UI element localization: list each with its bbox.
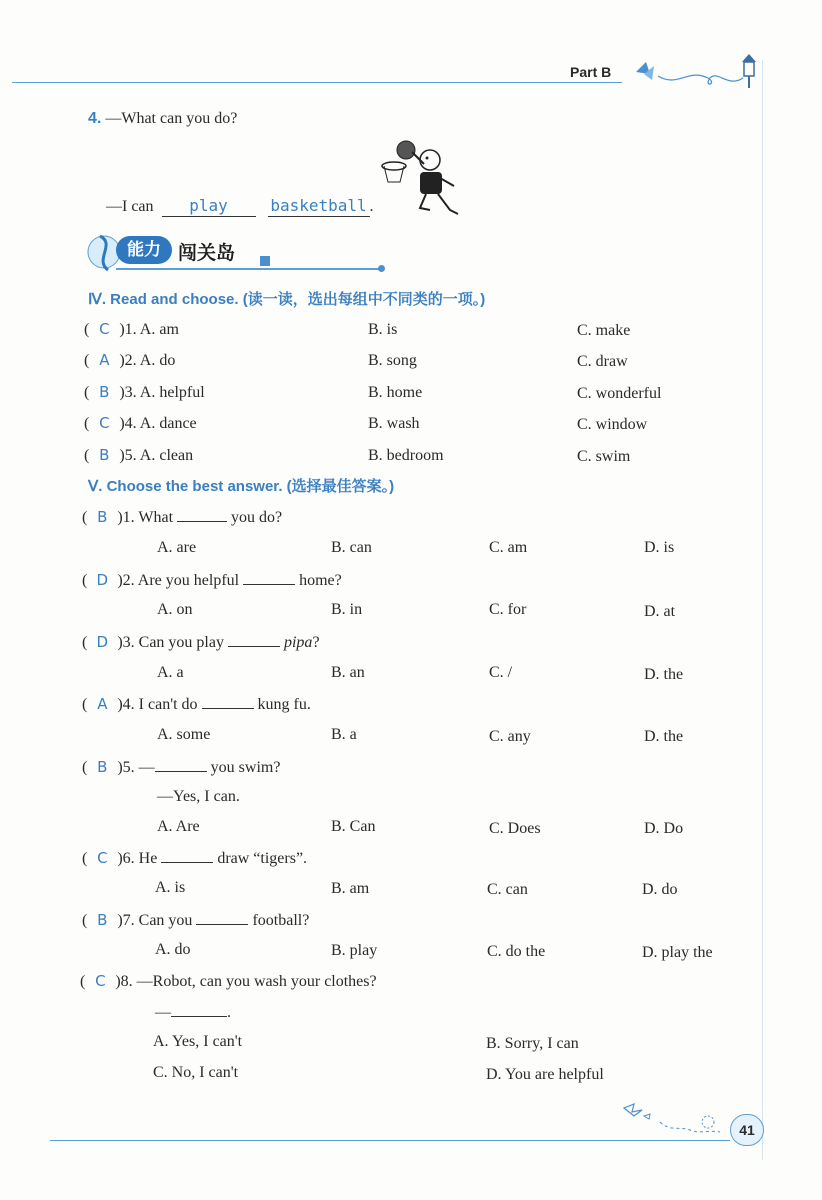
stem-pre: What bbox=[138, 509, 174, 526]
s5-q8-opt-b: B. Sorry, I can bbox=[486, 1035, 579, 1052]
s5-q3-opt-c: C. / bbox=[489, 664, 513, 681]
s5-q7-opt-c: C. do the bbox=[487, 943, 546, 960]
dialog-question-text: —What can you do? bbox=[105, 110, 238, 127]
dialog-question bbox=[88, 110, 237, 128]
s5-q1-stem: ( B )1. What you do? bbox=[82, 508, 283, 526]
dialog-answer bbox=[106, 196, 374, 217]
answer-mark: B bbox=[99, 383, 110, 401]
answer-mark: B bbox=[99, 446, 110, 464]
question-number: )5. bbox=[117, 759, 135, 776]
s5-q7-opt-d: D. play the bbox=[642, 944, 713, 961]
part-label: Part B bbox=[570, 64, 612, 80]
s5-q8-reply bbox=[155, 1002, 231, 1022]
s4-option-c: C. draw bbox=[577, 353, 628, 370]
s5-q3-stem: ( D )3. Can you play pipa? bbox=[82, 633, 320, 651]
answer-mark: B bbox=[97, 758, 108, 776]
handwritten-word-1: play bbox=[189, 196, 228, 215]
s4-option-c: C. swim bbox=[577, 448, 631, 465]
banner-underline bbox=[116, 268, 380, 270]
stem-post: draw “tigers”. bbox=[217, 850, 308, 867]
s4-option-b: B. bedroom bbox=[368, 447, 444, 464]
option-a: A. am bbox=[139, 321, 179, 338]
s4-item-stem: ( B )3. A. helpful bbox=[84, 383, 205, 401]
s5-q1-opt-b: B. can bbox=[331, 539, 372, 556]
ability-banner bbox=[86, 230, 386, 272]
s5-q4-opt-b: B. a bbox=[331, 726, 357, 743]
dialog-number: 4. bbox=[88, 110, 102, 127]
s5-q1-opt-c: C. am bbox=[489, 539, 528, 556]
answer-mark: C bbox=[99, 414, 110, 432]
question-number: )1. bbox=[117, 509, 135, 526]
s5-q3-opt-a: A. a bbox=[157, 664, 184, 681]
header-rule bbox=[12, 82, 622, 83]
answer-mark: B bbox=[97, 911, 108, 929]
stem-pre: Can you bbox=[138, 912, 193, 929]
answer-mark: A bbox=[97, 695, 108, 713]
s5-q2-opt-c: C. for bbox=[489, 601, 527, 618]
s5-q4-opt-d: D. the bbox=[644, 728, 684, 745]
question-number: )6. bbox=[117, 850, 135, 867]
stem-pre: Are you helpful bbox=[137, 572, 240, 589]
question-number: )1. bbox=[119, 321, 137, 338]
badge-char-2: 力 bbox=[144, 240, 161, 260]
reply-period: . bbox=[227, 1004, 231, 1021]
s4-option-b: B. is bbox=[368, 321, 398, 338]
stem-text: —Robot, can you wash your clothes? bbox=[136, 973, 377, 990]
answer-mark: D bbox=[96, 571, 109, 589]
s5-q2-opt-d: D. at bbox=[644, 603, 676, 620]
bird-trail-icon bbox=[620, 1096, 730, 1140]
stem-post: kung fu. bbox=[257, 696, 311, 713]
stem-post: home? bbox=[299, 572, 342, 589]
vertical-edge-line bbox=[762, 60, 763, 1160]
s4-option-c: C. make bbox=[577, 322, 631, 339]
stem-pre: He bbox=[138, 850, 158, 867]
question-number: )2. bbox=[117, 572, 135, 589]
s4-item-stem: ( B )5. A. clean bbox=[84, 446, 194, 464]
s5-q6-opt-b: B. am bbox=[331, 880, 370, 897]
s5-q6-opt-c: C. can bbox=[487, 881, 528, 898]
s5-q7-opt-b: B. play bbox=[331, 942, 378, 959]
stem-pre: Can you play bbox=[138, 634, 224, 651]
badge-char-1: 能 bbox=[127, 240, 144, 260]
page-number-badge bbox=[730, 1114, 764, 1146]
s4-item-stem: ( C )1. A. am bbox=[84, 320, 179, 338]
option-a: A. dance bbox=[139, 415, 197, 432]
s5-q1-opt-d: D. is bbox=[644, 539, 675, 556]
s5-q2-stem: ( D )2. Are you helpful home? bbox=[82, 571, 342, 589]
question-number: )2. bbox=[119, 352, 137, 369]
answer-mark: C bbox=[97, 849, 108, 867]
s5-q6-stem: ( C )6. He draw “tigers”. bbox=[82, 849, 308, 867]
answer-period: . bbox=[369, 198, 374, 215]
s5-q6-opt-d: D. do bbox=[642, 881, 678, 898]
answer-mark: A bbox=[99, 351, 110, 369]
question-number: )3. bbox=[117, 634, 135, 651]
basketball-player-icon bbox=[380, 138, 470, 220]
stem-pre: I can't do bbox=[138, 696, 198, 713]
option-a: A. helpful bbox=[139, 384, 205, 401]
answer-mark: D bbox=[96, 633, 109, 651]
page-number: 41 bbox=[739, 1122, 755, 1138]
s5-q1-opt-a: A. are bbox=[157, 539, 197, 556]
section5-title: Ⅴ. Choose the best answer. (选择最佳答案。) bbox=[88, 478, 395, 495]
s5-q5-reply: —Yes, I can. bbox=[157, 788, 240, 805]
option-a: A. do bbox=[139, 352, 176, 369]
s5-q4-stem: ( A )4. I can't do kung fu. bbox=[82, 695, 311, 713]
question-number: )4. bbox=[117, 696, 135, 713]
handwritten-word-2: basketball bbox=[270, 196, 367, 215]
s4-option-b: B. home bbox=[368, 384, 423, 401]
footer-rule bbox=[50, 1140, 730, 1141]
s4-option-b: B. song bbox=[368, 352, 417, 369]
s4-option-c: C. window bbox=[577, 416, 648, 433]
question-number: )8. bbox=[115, 973, 133, 990]
s4-item-stem: ( A )2. A. do bbox=[84, 351, 176, 369]
reply-dash: — bbox=[155, 1004, 171, 1021]
stem-post: you swim? bbox=[210, 759, 281, 776]
s4-option-c: C. wonderful bbox=[577, 385, 662, 402]
stem-pre: — bbox=[138, 759, 155, 776]
answer-mark: B bbox=[97, 508, 108, 526]
answer-mark: C bbox=[99, 320, 110, 338]
banner-square-icon bbox=[260, 256, 270, 266]
s5-q7-stem: ( B )7. Can you football? bbox=[82, 911, 310, 929]
stem-post: football? bbox=[252, 912, 310, 929]
s5-q8-opt-d: D. You are helpful bbox=[486, 1066, 604, 1083]
s5-q5-opt-c: C. Does bbox=[489, 820, 541, 837]
s5-q8-opt-c: C. No, I can't bbox=[153, 1064, 239, 1081]
question-number: )3. bbox=[119, 384, 137, 401]
stem-post-italic: pipa bbox=[283, 634, 313, 651]
s4-option-b: B. wash bbox=[368, 415, 420, 432]
s5-q3-opt-d: D. the bbox=[644, 666, 684, 683]
banner-dot bbox=[378, 265, 385, 272]
s5-q5-opt-a: A. Are bbox=[157, 818, 200, 835]
banner-badge bbox=[116, 236, 172, 264]
s5-q6-opt-a: A. is bbox=[155, 879, 186, 896]
s5-q4-opt-c: C. any bbox=[489, 728, 531, 745]
s5-q2-opt-a: A. on bbox=[157, 601, 193, 618]
answer-mark: C bbox=[95, 972, 106, 990]
answer-prefix: —I can bbox=[106, 198, 154, 215]
s5-q5-opt-b: B. Can bbox=[331, 818, 376, 835]
s5-q4-opt-a: A. some bbox=[157, 726, 211, 743]
stem-post-mark: ? bbox=[312, 634, 320, 651]
s4-item-stem: ( C )4. A. dance bbox=[84, 414, 197, 432]
question-number: )7. bbox=[117, 912, 135, 929]
question-number: )4. bbox=[119, 415, 137, 432]
s5-q7-opt-a: A. do bbox=[155, 941, 191, 958]
question-number: )5. bbox=[119, 447, 137, 464]
s5-q8-stem: ( C )8. —Robot, can you wash your clothes? bbox=[80, 972, 377, 990]
stem-post: you do? bbox=[231, 509, 283, 526]
option-a: A. clean bbox=[139, 447, 194, 464]
banner-title: 闯关岛 bbox=[178, 242, 236, 264]
s5-q8-opt-a: A. Yes, I can't bbox=[153, 1033, 243, 1050]
section4-title: Ⅳ. Read and choose. (读一读，选出每组中不同类的一项。) bbox=[88, 291, 486, 308]
butterfly-vine-icon bbox=[628, 48, 768, 92]
s5-q5-opt-d: D. Do bbox=[644, 820, 684, 837]
s5-q3-opt-b: B. an bbox=[331, 664, 365, 681]
s5-q2-opt-b: B. in bbox=[331, 601, 363, 618]
s5-q5-stem: ( B )5. — you swim? bbox=[82, 758, 281, 776]
